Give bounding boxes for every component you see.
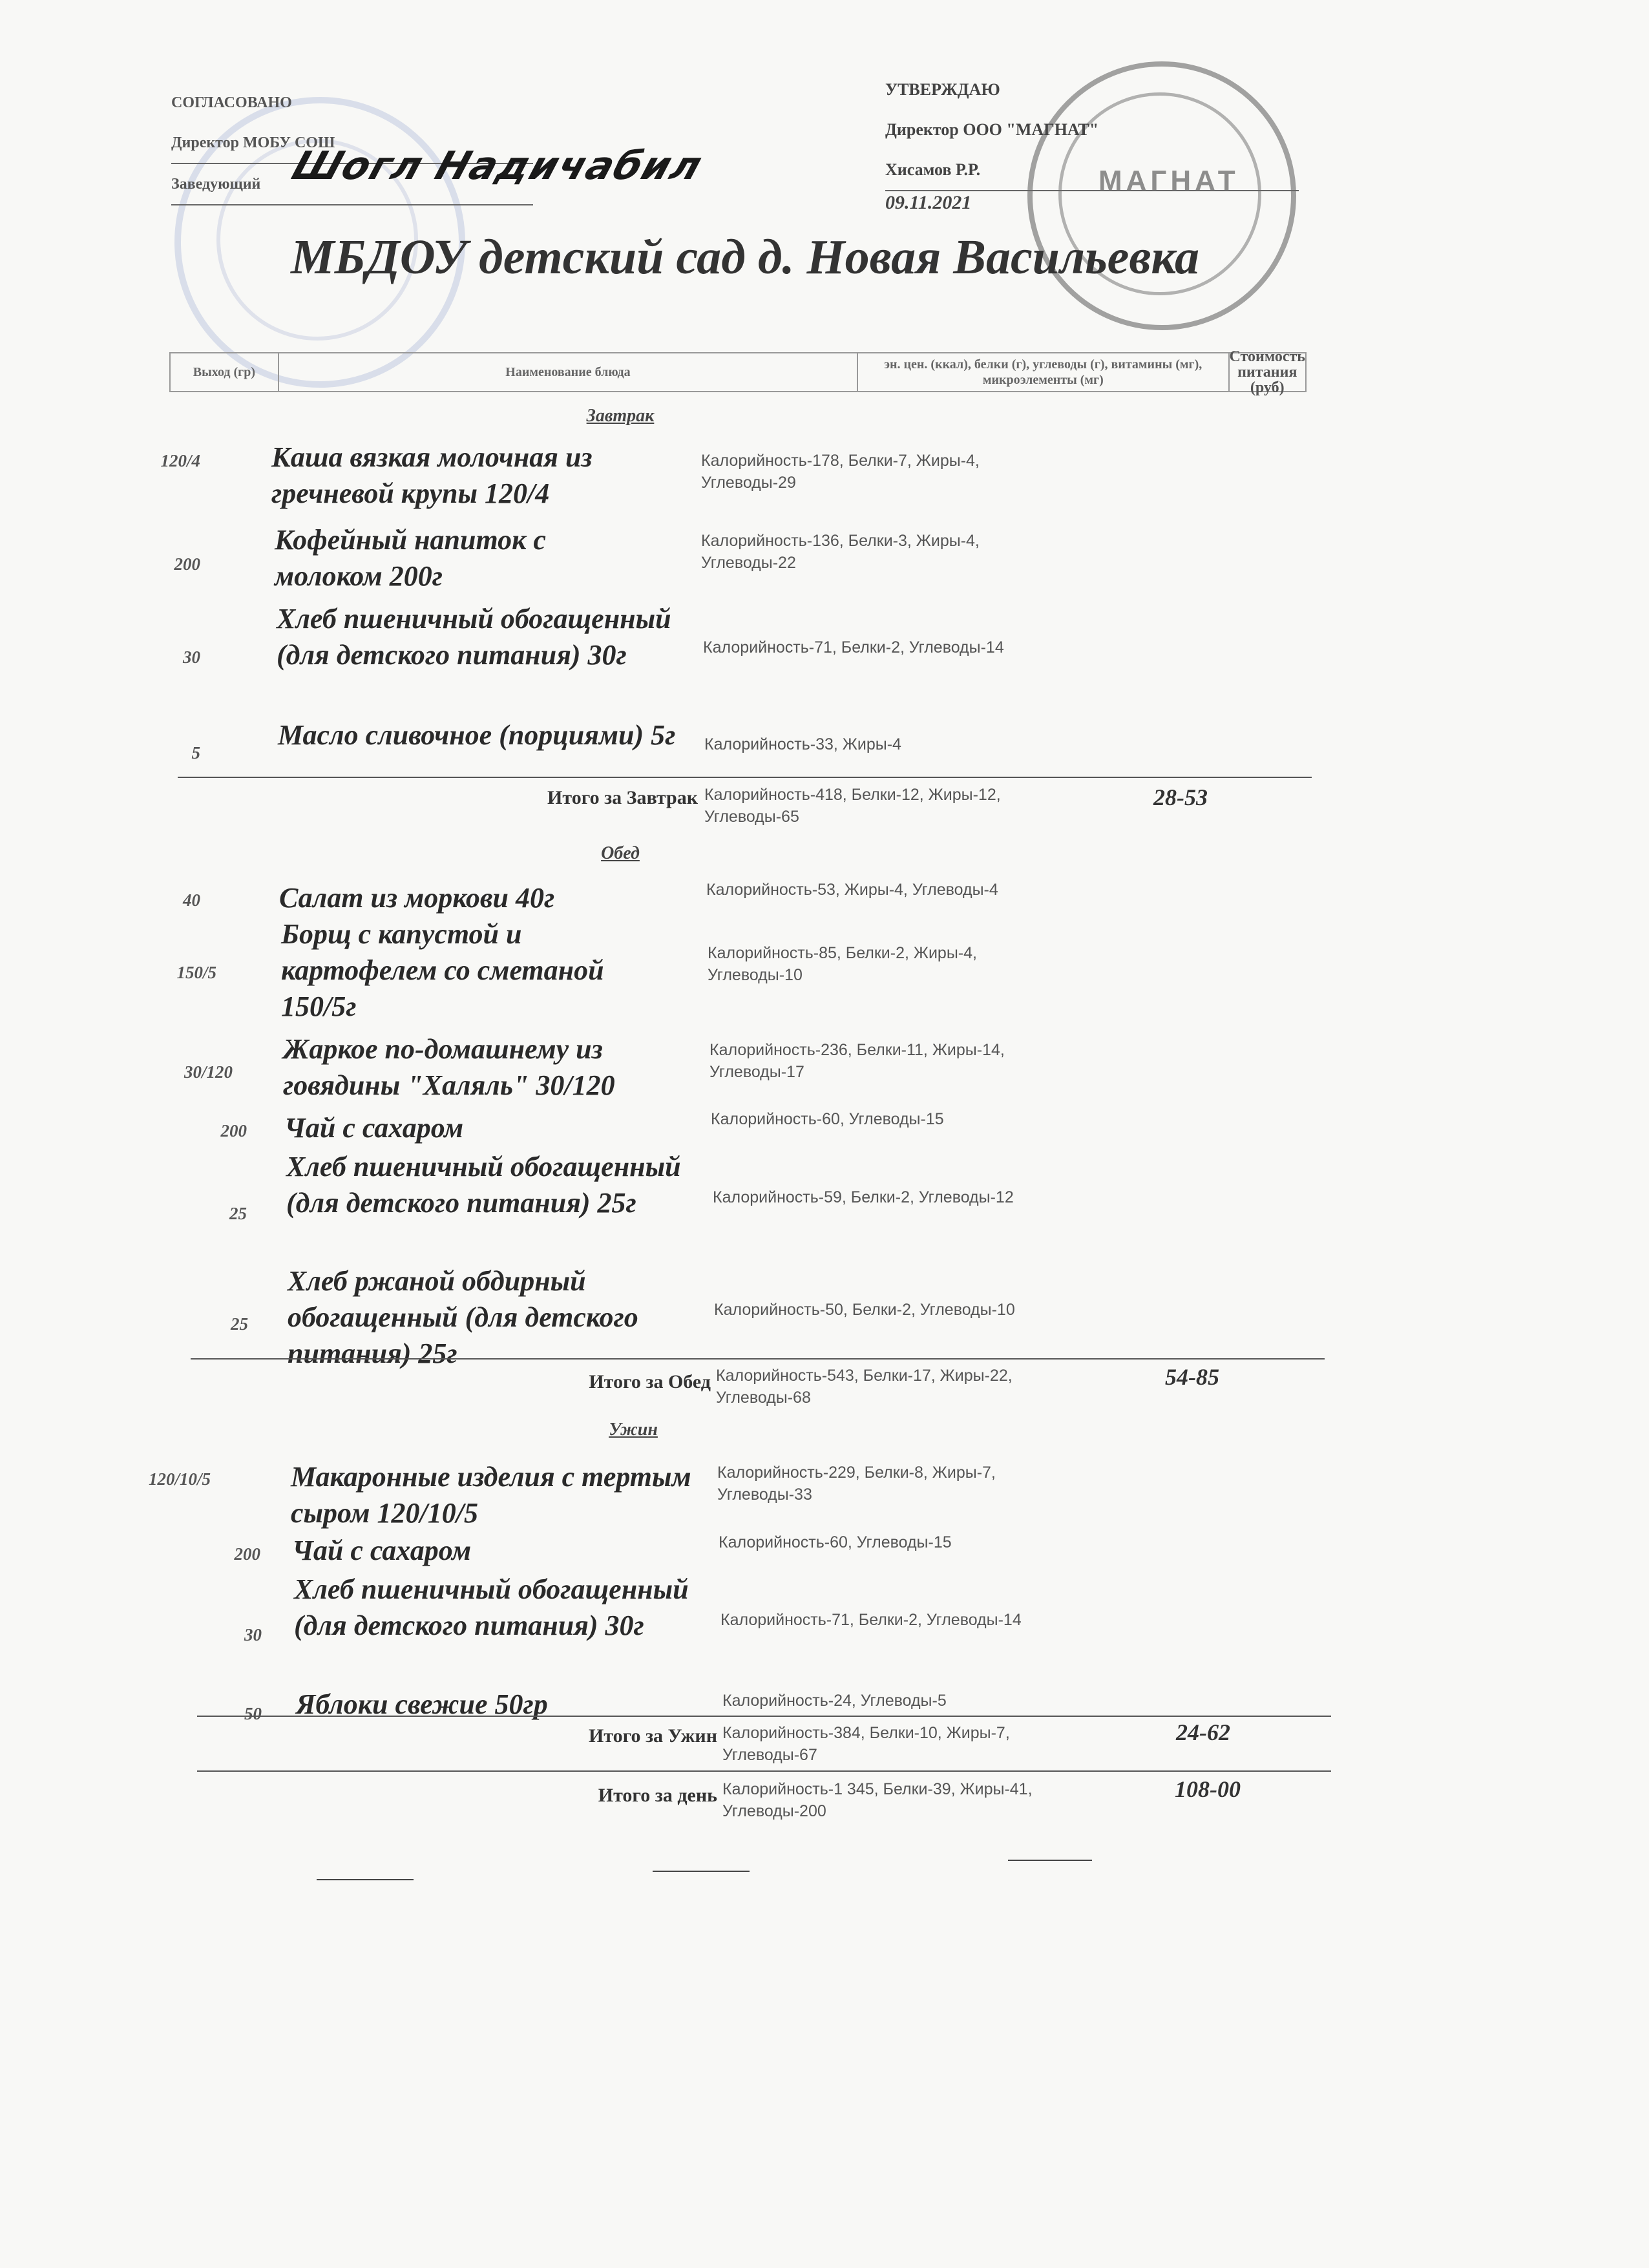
footer-sign-line xyxy=(317,1879,414,1880)
agreed-label: СОГЛАСОВАНО xyxy=(171,94,292,111)
approve-name: Хисамов Р.Р. xyxy=(885,150,1299,191)
divider xyxy=(197,1770,1331,1772)
item-name: Хлеб ржаной обдирный обогащенный (для детского питания) 25г xyxy=(288,1265,638,1369)
item-yield: 30 xyxy=(244,1625,262,1644)
item-nutrition: Калорийность-71, Белки-2, Углеводы-14 xyxy=(703,638,1004,656)
item-nutrition: Калорийность-60, Углеводы-15 xyxy=(711,1110,944,1128)
item-name: Каша вязкая молочная из гречневой крупы 120/4 xyxy=(271,441,593,509)
item-name: Борщ с капустой и картофелем со сметаной 150/5г xyxy=(281,918,604,1022)
item-yield: 30 xyxy=(183,647,200,667)
total-label-breakfast: Итого за Завтрак xyxy=(547,787,698,808)
item-yield: 120/4 xyxy=(160,451,200,470)
footer-sign-line xyxy=(653,1871,750,1872)
agreed-position: Директор МОБУ СОШ xyxy=(171,123,533,164)
item-nutrition: Калорийность-178, Белки-7, Жиры-4, Углеводы-29 xyxy=(701,452,980,492)
total-nutrition-lunch: Калорийность-543, Белки-17, Жиры-22, Углеводы-68 xyxy=(716,1367,1013,1407)
item-name: Жаркое по-домашнему из говядины "Халяль" 30/120 xyxy=(283,1033,615,1101)
item-name: Макаронные изделия с тертым сыром 120/10/5 xyxy=(291,1461,691,1529)
total-nutrition-dinner: Калорийность-384, Белки-10, Жиры-7, Углеводы-67 xyxy=(722,1724,1010,1764)
item-name: Чай с сахаром xyxy=(292,1535,472,1566)
col-cost: Стоимость питания (руб) xyxy=(1229,348,1305,396)
total-label-day: Итого за день xyxy=(598,1785,717,1806)
col-energy: эн. цен. (ккал), белки (г), углеводы (г), витамины (мг), микроэлементы (мг) xyxy=(858,353,1229,391)
approve-position: Директор ООО "МАГНАТ" xyxy=(885,120,1099,139)
total-cost-breakfast: 28-53 xyxy=(1153,784,1208,810)
item-name: Масло сливочное (порциями) 5г xyxy=(278,719,676,751)
col-yield: Выход (гр) xyxy=(171,353,279,391)
approve-block xyxy=(885,70,1273,215)
item-name: Хлеб пшеничный обогащенный (для детского питания) 30г xyxy=(294,1573,689,1641)
table-header xyxy=(169,348,1307,396)
item-yield: 5 xyxy=(191,743,200,762)
handwritten-signature: Шогл Надичабил xyxy=(286,143,709,189)
item-nutrition: Калорийность-136, Белки-3, Жиры-4, Углеводы-22 xyxy=(701,532,980,572)
approve-date: 09.11.2021 xyxy=(885,192,972,213)
section-title-dinner: Ужин xyxy=(609,1420,658,1440)
item-yield: 25 xyxy=(229,1204,247,1223)
item-nutrition: Калорийность-50, Белки-2, Углеводы-10 xyxy=(714,1301,1015,1319)
item-yield: 50 xyxy=(244,1704,262,1723)
total-cost-dinner: 24-62 xyxy=(1176,1719,1230,1745)
item-name: Кофейный напиток с молоком 200г xyxy=(275,524,546,592)
divider xyxy=(178,777,1312,778)
item-nutrition: Калорийность-53, Жиры-4, Углеводы-4 xyxy=(706,881,998,899)
total-cost-lunch: 54-85 xyxy=(1165,1364,1219,1390)
item-nutrition: Калорийность-60, Углеводы-15 xyxy=(719,1533,952,1551)
section-title-lunch: Обед xyxy=(601,843,640,863)
total-label-lunch: Итого за Обед xyxy=(589,1371,711,1392)
item-name: Яблоки свежие 50гр xyxy=(296,1688,548,1720)
item-nutrition: Калорийность-24, Углеводы-5 xyxy=(722,1692,947,1710)
item-nutrition: Калорийность-71, Белки-2, Углеводы-14 xyxy=(720,1611,1022,1629)
page-title: МБДОУ детский сад д. Новая Васильевка xyxy=(291,230,1199,284)
item-yield: 120/10/5 xyxy=(149,1469,211,1489)
agreed-line3: Заведующий xyxy=(171,164,533,205)
divider xyxy=(197,1716,1331,1717)
item-yield: 200 xyxy=(220,1121,247,1140)
total-label-dinner: Итого за Ужин xyxy=(588,1725,717,1747)
item-yield: 150/5 xyxy=(176,963,216,982)
item-yield: 40 xyxy=(183,890,200,910)
item-yield: 30/120 xyxy=(184,1062,233,1082)
item-nutrition: Калорийность-33, Жиры-4 xyxy=(704,735,901,753)
divider xyxy=(191,1358,1325,1360)
item-yield: 25 xyxy=(231,1314,248,1334)
item-name: Хлеб пшеничный обогащенный (для детского питания) 25г xyxy=(286,1151,681,1219)
total-cost-day: 108-00 xyxy=(1175,1776,1241,1802)
item-name: Салат из моркови 40г xyxy=(279,882,555,914)
section-title-breakfast: Завтрак xyxy=(586,406,655,426)
item-nutrition: Калорийность-59, Белки-2, Углеводы-12 xyxy=(713,1188,1014,1206)
item-nutrition: Калорийность-236, Белки-11, Жиры-14, Углеводы-17 xyxy=(709,1041,1005,1081)
footer-sign-line xyxy=(1008,1860,1092,1861)
col-name: Наименование блюда xyxy=(279,353,858,391)
item-yield: 200 xyxy=(174,554,200,574)
item-nutrition: Калорийность-229, Белки-8, Жиры-7, Углеводы-33 xyxy=(717,1464,996,1504)
item-name: Чай с сахаром xyxy=(284,1112,464,1144)
item-name: Хлеб пшеничный обогащенный (для детского питания) 30г xyxy=(277,603,671,671)
total-nutrition-day: Калорийность-1 345, Белки-39, Жиры-41, Углеводы-200 xyxy=(722,1780,1033,1820)
total-nutrition-breakfast: Калорийность-418, Белки-12, Жиры-12, Углеводы-65 xyxy=(704,786,1001,826)
item-yield: 200 xyxy=(234,1544,260,1564)
item-nutrition: Калорийность-85, Белки-2, Жиры-4, Углеводы-10 xyxy=(708,944,977,984)
stamp-company-name: МАГНАТ xyxy=(1098,165,1239,196)
approve-label: УТВЕРЖДАЮ xyxy=(885,80,1000,99)
